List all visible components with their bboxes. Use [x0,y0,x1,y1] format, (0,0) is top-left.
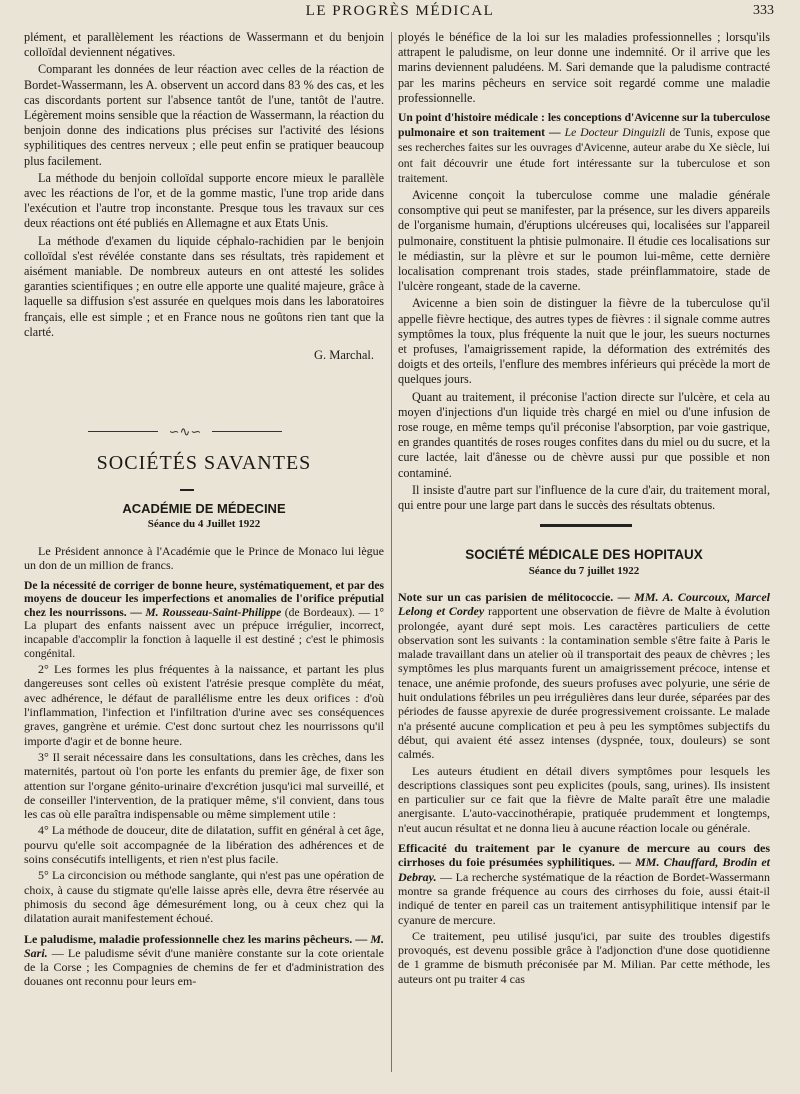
point: 5° La circoncision ou méthode sanglante, qui n'est pas une opération de choix, à cause du stigmate qu'elle laisse après elle, devra être réservée au phimosis du second âge démesurément long, ou à ceux chez qui la dilatation aurait manifestement échoué. [24,868,384,926]
article-title: Efficacité du traitement par le cyanure de mercure au cours des cirrhoses du foie présumées syphilitiques. — [398,841,770,870]
intro-paragraph: Comparant les données de leur réaction avec celles de la réaction de Bordet-Wassermann, les A. observent un accord dans 83 % des cas, et les cas discordants portent sur l'absence tantôt de l'une, tantôt de l'autre. Légèrement moins sensible que la réaction de Wassermann, la réaction du benjoin donne des indications plus précises sur l'activité des lésions syphilitiques des centres nerveux ; elle peut enfin se pratiquer beaucoup plus facilement. [24,62,384,168]
article-author: M. Rousseau-Saint-Philippe [145,605,282,619]
article-paludisme [24,932,384,989]
article-necessite [24,579,384,661]
paragraph: Avicenne conçoit la tuberculose comme une maladie générale consomptive qui peut se manifester, par la présence, sur les divers appareils de l'organisme humain, d'éruptions ulcéreuses qui, localisées sur l'appareil pulmonaire, constituent la phtisie pulmonaire. Il étudie ces localisations sur le médiastin, sur la plèvre et sur le poumon lui-même, cette dernière localisation comprenant trois stades, stade préinflammatoire, stade de l'ulcère rongeant, stade de la caverne. [398,188,770,294]
article-title: De la nécessité de corriger de bonne heure, systématiquement, et par des moyens de douceur les imperfections et anomalies de l'orifice préputial chez les nourrissons. — [24,578,384,619]
article-title: Note sur un cas parisien de mélitococcie. — [398,590,630,604]
point: 4° La méthode de douceur, dite de dilatation, suffit en général à cet âge, pourvu qu'elle soit accompagnée de la libération des adhérences et de soins consécutifs intelligents, et rien n'est plus facile. [24,823,384,867]
society-body [398,590,770,988]
article-title: Le paludisme, maladie professionnelle chez les marins pêcheurs. — [24,931,368,946]
article-author: MM. A. Courcoux, Marcel Lelong et Cordey [398,590,771,619]
section-title: SOCIÉTÉS SAVANTES [96,452,312,474]
intro-paragraph: plément, et parallèlement les réactions de Wassermann et du benjoin colloïdal deviennent négatives. [24,30,384,60]
paragraph: Quant au traitement, il préconise l'action directe sur l'ulcère, et cela au moyen d'injections d'un liquide très chargé en miel ou d'une infusion de rose rouge, en même temps qu'il préconise l'absorption, par voie gastrique, en grandes quantités de roses rouges confites dans du miel ou du sucre, et la cure lactée, lait d'ânesse ou de chèvre aussi pur que possible et non contaminé. [398,389,770,480]
intro-paragraph: La méthode d'examen du liquide céphalo-rachidien par le benjoin colloïdal s'est révélée constante dans ses résultats, très rapidement et aisément maniable. De nombreux auteurs en ont attesté les solides garanties scientifiques ; en outre elle apporte une qualité majeure, grâce à laquelle sa diffusion s'est assurée en quelques mois dans les laboratoires français, elle est simple ; et en France nous ne goûtons rien tant que la clarté. [24,233,384,339]
article-text: rapportent une observation de fièvre de Malte à évolution prolongée, ayant duré sept mois. Les caractères particuliers de cette observation sont les suivants : la contamination semble s'être faite à Paris le malade travaillant dans un atelier où il transportait des peaux de chèvres ; les symptômes les plus marquants furent un amaigrissement précoce, intense et tenace, une anémie profonde, des sueurs profuses avec polyurie, une série de huit ondulations fébriles un peu irrégulières dans leur durée, séparées par des périodes de fausse apyrexie de durée progressivement croissante. Le malade n'a présenté aucune complication et peu à peu les symptômes subjectifs du début, qui avaient été assez intenses (dyspnée, toux, douleurs) se sont calmés. [398,604,771,762]
paragraph: Il insiste d'autre part sur l'influence de la cure d'air, du traitement moral, qui entre pour une large part dans le succès des résultats obtenus. [398,482,770,513]
announcement: Le Président annonce à l'Académie que le Prince de Monaco lui lègue un don de un million de francs. [24,544,384,573]
author-signature: G. Marchal. [313,348,374,363]
academy-body [24,544,384,991]
article-author: Le Docteur Dinguizli [564,126,666,140]
article-avicenne [398,110,770,186]
society-title: SOCIÉTÉ MÉDICALE DES HOPITAUX [465,547,703,562]
paragraph: Ce traitement, peu utilisé jusqu'ici, par suite des troubles digestifs provoqués, est devenu possible grâce à l'adjonction d'une dose quotidienne de 1 gramme de bismuth préconisée par M. Milian. Par cette méthode, les auteurs ont pu traiter 4 cas [398,928,770,986]
ornament-divider: ∽∿∽ [80,424,290,440]
continuation-paragraph: ployés le bénéfice de la loi sur les maladies professionnelles ; lorsqu'ils attrapent le paludisme, on leur donne une indemnité. Or il arrive que les marins deviennent paludéens. M. Sari demande que la paludisme contracté par les marins pêcheurs en service soit regardé comme une maladie professionnelle. [398,30,770,105]
society-session-date: Séance du 7 juillet 1922 [528,565,640,577]
paragraph: Avicenne a bien soin de distinguer la fièvre de la tuberculose qu'il appelle fièvre hectique, des autres types de fièvres : il signale comme autres symptômes la toux, plus fréquente la nuit que le jour, les sueurs nocturnes et profuses, l'amaigrissement rapide, la déformation des extrémités des doigts et des orteils, l'enflure des membres inférieurs qui précède la mort de quelques jours. [398,296,770,387]
page-number: 333 [753,3,774,18]
article-author: M. Sari. [24,931,384,960]
point: 3° Il serait nécessaire dans les consultations, dans les crèches, dans les maternités, partout où l'on porte les enfants du premier âge, de fixer son attention sur l'organe génito-urinaire d'excrétion jusqu'ici mal surveillé, et de conseiller l'intervention, de la pratiquer même, s'il convient, dans tous les cas où elle paraîtra indispensable ou même simplement utile : [24,749,384,822]
point: 2° Les formes les plus fréquentes à la naissance, et partant les plus dangereuses sont celles où existent l'atrésie presque complète du méat, avec adhérence, le défaut de parallélisme entre les deux orifices : d'où l'inflammation, l'infection et l'infiltration d'urine avec ses conséquences graves, gangrène et urémie. C'est donc surtout chez les nourrissons qu'il importe d'agir et de bonne heure. [24,662,384,748]
journal-title: LE PROGRÈS MÉDICAL [305,3,495,19]
academy-session-date: Séance du 4 Juillet 1922 [147,518,261,530]
right-column-top [398,30,770,515]
left-column-intro [24,30,384,363]
article-text: — Le paludisme sévit d'une manière constante sur la cote orientale de la Corse ; les Compagnies de chemins de fer et d'administration des douanes ont reconnu pour leurs em- [24,945,385,989]
article-text: de Tunis, expose que ses recherches faites sur les ouvrages d'Avicenne, auteur arabe du Xe siècle, lui ont fait découvrir une étude fort intéressante sur la tuberculose et son traitement. [398,126,771,185]
article-text: — La recherche systématique de la réaction de Bordet-Wassermann montre sa grande fréquence au cours des cirrhoses du foie, aussi était-il indiqué de tenter en pareil cas un traitement antisyphilitique intensif par le cyanure de mercure. [398,869,770,927]
intro-paragraph: La méthode du benjoin colloïdal supporte encore mieux le parallèle avec les réactions de l'or, et de la gomme mastic, l'une trop aride dans l'exécution et l'autre trop inconstante. Presque tous les travaux sur ces deux réactions ont été publiés en Allemagne et aux Etats Unis. [24,170,384,231]
article-melitococcie [398,590,770,762]
paragraph: Les auteurs étudient en détail divers symptômes pour lesquels les descriptions classiques sont peu explicites (pouls, sang, urines). Ils insistent en particulier sur ce fait que la fièvre de Malte paraît être une maladie anergisante. L'auto-vaccinothérapie, pratiquée prudemment et longtemps, n'eut aucun résultat et ne donna lieu à aucune réaction locale ou générale. [398,763,770,835]
short-rule [180,489,194,491]
article-author: MM. Chauffard, Brodin et Debray. [398,855,771,884]
academy-title: ACADÉMIE DE MÉDECINE [122,501,286,516]
section-rule [540,524,632,527]
column-divider [391,32,392,1072]
article-title: Un point d'histoire médicale : les conceptions d'Avicenne sur la tuberculose pulmonaire et son traitement — [398,111,770,140]
running-head [0,0,800,22]
article-text: (de Bordeaux). — 1° La plupart des enfants naissent avec un prépuce irrégulier, incorrect, incapable d'accomplir la fonction à laquelle il est destiné ; c'est le phimosis congénital. [24,605,385,660]
article-cyanure [398,841,770,927]
